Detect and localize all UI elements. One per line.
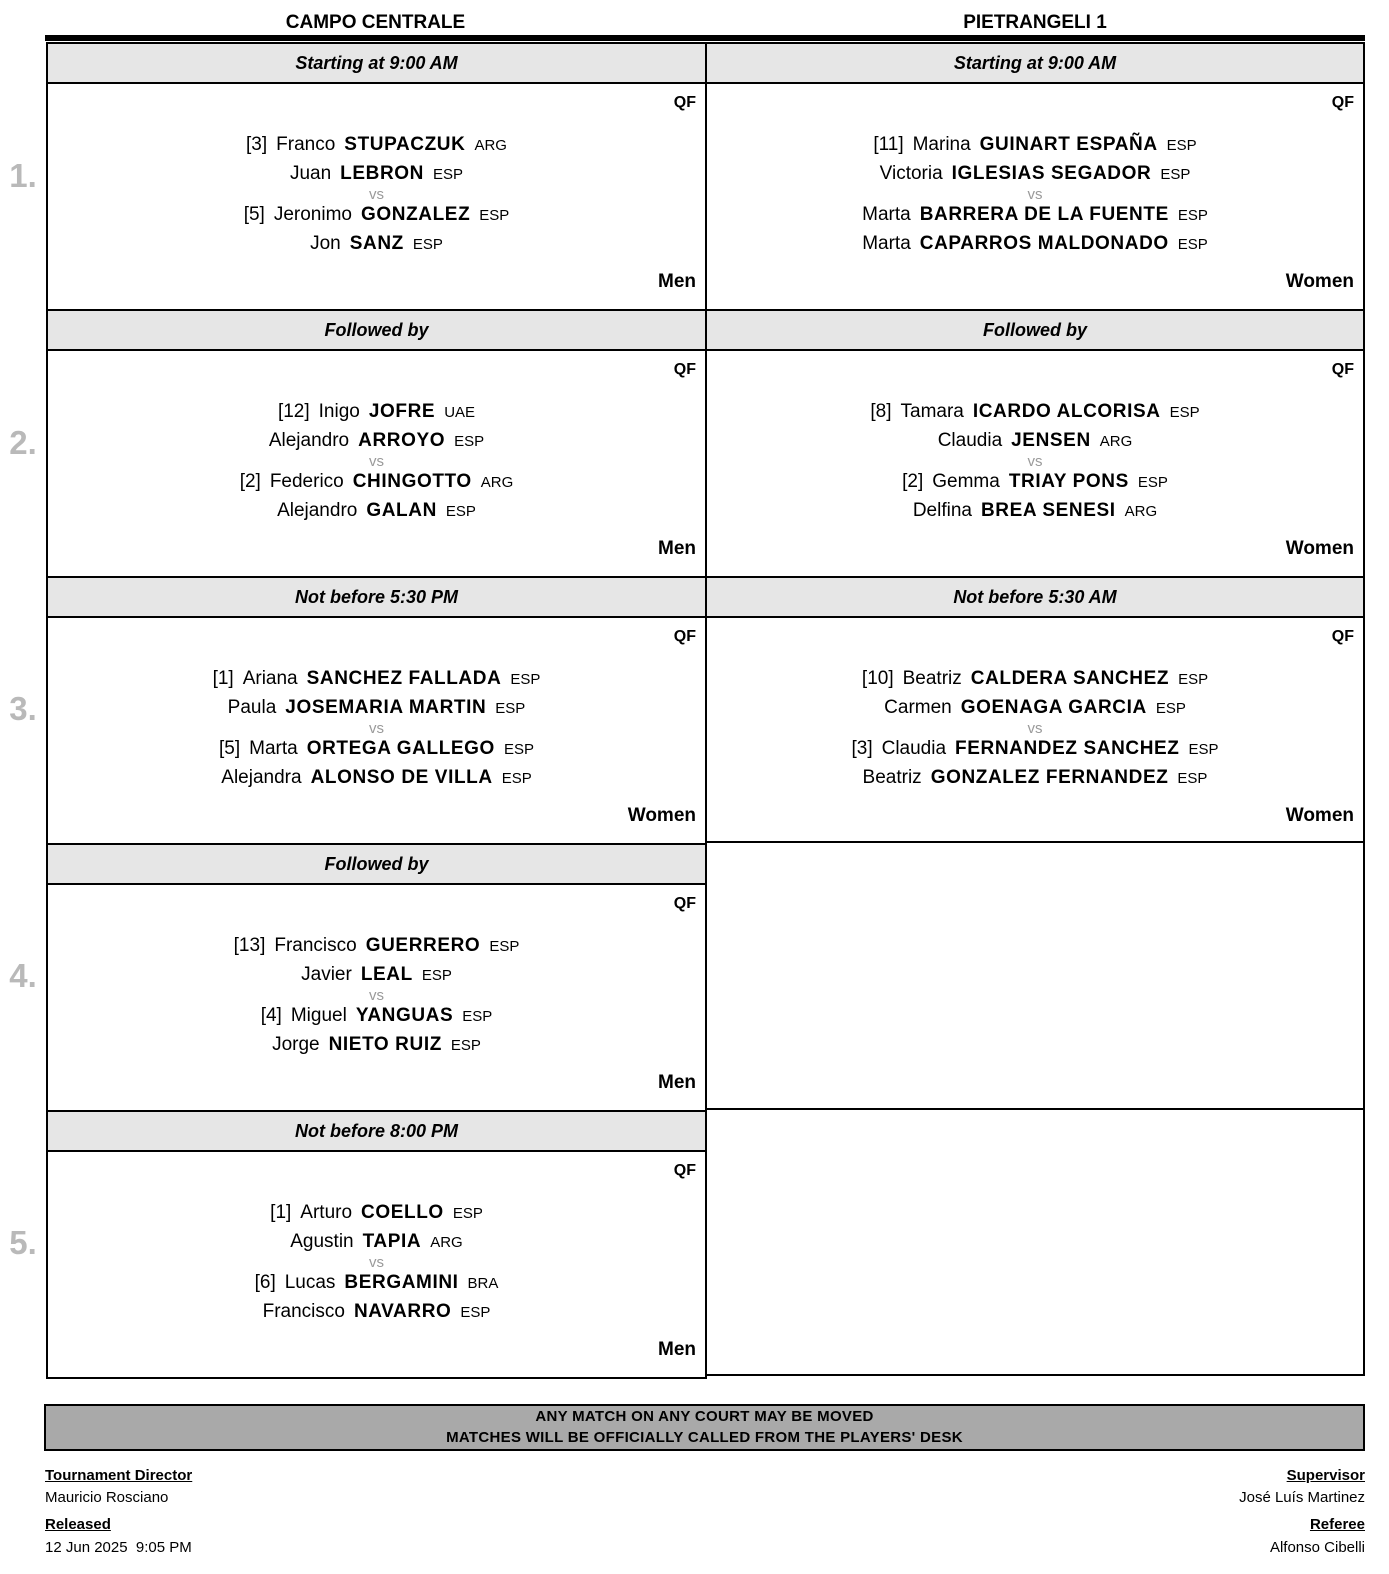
category-label: Men [658, 538, 696, 559]
player-first-name: Victoria [879, 162, 943, 184]
player-last-name: GUINART ESPAÑA [979, 134, 1158, 155]
player-line [48, 1002, 705, 1031]
player-nationality: ESP [450, 1036, 481, 1054]
player-first-name: Agustin [290, 1230, 354, 1252]
vs-label: vs [369, 1254, 384, 1271]
player-nationality: ESP [495, 699, 526, 717]
player-seed: [1] [270, 1202, 292, 1223]
player-nationality: ESP [460, 1303, 491, 1321]
slot-number-5: 5. [9, 1224, 37, 1261]
player-nationality: ESP [1177, 235, 1208, 253]
player-line [707, 230, 1363, 259]
match-block-campo-centrale-3 [46, 576, 707, 845]
player-last-name: NIETO RUIZ [328, 1033, 442, 1055]
player-line [707, 201, 1363, 230]
player-first-name: Tamara [900, 401, 964, 422]
player-last-name: GOENAGA GARCIA [960, 696, 1147, 718]
player-first-name: Claudia [937, 429, 1003, 451]
player-line [707, 398, 1363, 427]
players [48, 665, 705, 792]
player-last-name: STUPACZUK [344, 134, 466, 155]
match-body [48, 351, 705, 576]
player-last-name: COELLO [361, 1202, 444, 1223]
player-line [48, 694, 705, 723]
player-line [48, 665, 705, 694]
player-last-name: ORTEGA GALLEGO [306, 738, 495, 759]
player-nationality: ARG [480, 474, 514, 491]
vs-label: vs [369, 186, 384, 203]
player-last-name: BREA SENESI [980, 499, 1116, 521]
player-seed: [4] [260, 1005, 282, 1026]
notice-banner [44, 1404, 1365, 1451]
round-label: QF [1331, 361, 1354, 378]
player-last-name: SANZ [349, 232, 404, 254]
player-last-name: TAPIA [362, 1230, 422, 1252]
round-label: QF [1331, 628, 1354, 645]
match-block-campo-centrale-5 [46, 1110, 707, 1379]
player-first-name: Juan [289, 162, 332, 184]
match-body [707, 84, 1363, 309]
player-seed: [2] [902, 471, 924, 492]
player-line [48, 497, 705, 526]
match-block-campo-centrale-2 [46, 309, 707, 578]
empty-slot-5-pietrangeli [705, 1108, 1365, 1376]
player-nationality: ARG [430, 1233, 463, 1251]
player-line [707, 427, 1363, 456]
slot-number-2: 2. [9, 424, 37, 461]
player-last-name: TRIAY PONS [1008, 471, 1129, 492]
player-line [707, 131, 1363, 160]
referee-label: Referee [1309, 1516, 1365, 1533]
player-last-name: BARRERA DE LA FUENTE [919, 204, 1169, 225]
player-line [48, 160, 705, 189]
round-label: QF [673, 94, 696, 111]
player-last-name: JOSEMARIA MARTIN [285, 696, 487, 718]
header-divider [45, 35, 1365, 41]
player-line [48, 1298, 705, 1327]
player-nationality: BRA [467, 1275, 499, 1292]
player-nationality: UAE [444, 404, 476, 421]
player-first-name: Alejandro [277, 499, 358, 521]
players [48, 131, 705, 258]
player-line [48, 131, 705, 160]
player-seed: [5] [243, 204, 265, 225]
player-line [707, 160, 1363, 189]
released-label: Released [45, 1516, 111, 1533]
match-block-campo-centrale-1 [46, 42, 707, 311]
player-first-name: Beatriz [862, 766, 922, 788]
player-nationality: ESP [1188, 741, 1219, 758]
empty-slot-4-pietrangeli [705, 841, 1365, 1110]
match-body [707, 351, 1363, 576]
vs-label: vs [369, 453, 384, 470]
player-last-name: GUERRERO [365, 935, 481, 956]
vs-label: vs [1027, 720, 1043, 737]
player-first-name: Gemma [932, 471, 1000, 492]
player-nationality: ESP [1177, 207, 1208, 224]
player-seed: [12] [277, 401, 310, 422]
match-block-campo-centrale-4 [46, 843, 707, 1112]
released-datetime: 12 Jun 2025 9:05 PM [45, 1539, 192, 1556]
player-line [48, 201, 705, 230]
player-last-name: CAPARROS MALDONADO [919, 232, 1169, 254]
time-header: Followed by [48, 845, 705, 885]
time-header: Not before 5:30 AM [707, 578, 1363, 618]
player-first-name: Lucas [284, 1272, 336, 1293]
round-label: QF [673, 628, 696, 645]
slot-number-1: 1. [9, 157, 37, 194]
player-nationality: ESP [433, 165, 464, 183]
player-first-name: Beatriz [902, 668, 962, 689]
players [48, 932, 705, 1059]
player-last-name: ICARDO ALCORISA [972, 401, 1161, 422]
player-last-name: JOFRE [368, 401, 436, 422]
players [48, 398, 705, 525]
tournament-director-name: Mauricio Rosciano [45, 1489, 169, 1506]
player-nationality: ESP [1169, 404, 1200, 421]
player-last-name: ARROYO [358, 429, 446, 451]
player-first-name: Marina [912, 134, 971, 155]
player-nationality: ESP [462, 1008, 493, 1025]
player-line [707, 665, 1363, 694]
player-last-name: NAVARRO [353, 1300, 452, 1322]
player-nationality: ESP [452, 1205, 483, 1222]
players [707, 398, 1363, 525]
player-line [48, 961, 705, 990]
slot-number-3: 3. [9, 690, 37, 727]
player-line [48, 1269, 705, 1298]
player-nationality: ESP [1155, 699, 1186, 717]
player-line [48, 468, 705, 497]
player-seed: [5] [219, 738, 241, 759]
tournament-director-label: Tournament Director [45, 1467, 193, 1484]
player-seed: [1] [212, 668, 234, 689]
player-first-name: Ariana [242, 668, 298, 689]
players [707, 665, 1363, 792]
player-last-name: GONZALEZ FERNANDEZ [930, 766, 1169, 788]
player-line [48, 1031, 705, 1060]
match-block-pietrangeli-1 [705, 42, 1365, 311]
court-title-campo-centrale: CAMPO CENTRALE [285, 12, 466, 33]
player-line [48, 932, 705, 961]
player-nationality: ESP [421, 966, 452, 984]
player-first-name: Javier [301, 963, 352, 985]
player-first-name: Alejandra [221, 766, 302, 788]
player-last-name: LEAL [360, 963, 413, 985]
match-body [48, 618, 705, 843]
player-last-name: BERGAMINI [344, 1272, 459, 1293]
player-nationality: ESP [501, 769, 532, 787]
player-last-name: CHINGOTTO [352, 471, 472, 492]
player-first-name: Jorge [272, 1033, 320, 1055]
player-line [48, 1199, 705, 1228]
player-first-name: Jeronimo [273, 204, 352, 225]
player-nationality: ESP [1177, 769, 1208, 787]
player-line [48, 764, 705, 793]
players [48, 1199, 705, 1326]
player-line [707, 694, 1363, 723]
time-header: Not before 5:30 PM [48, 578, 705, 618]
player-seed: [2] [239, 471, 261, 492]
time-header: Starting at 9:00 AM [707, 44, 1363, 84]
round-label: QF [673, 1162, 696, 1179]
player-last-name: SANCHEZ FALLADA [306, 668, 502, 689]
player-first-name: Alejandro [268, 429, 350, 451]
vs-label: vs [369, 987, 384, 1004]
player-line [707, 735, 1363, 764]
category-label: Men [658, 271, 696, 292]
notice-line-1: ANY MATCH ON ANY COURT MAY BE MOVED [535, 1408, 874, 1425]
player-line [707, 764, 1363, 793]
player-seed: [3] [851, 738, 873, 759]
player-first-name: Arturo [300, 1202, 353, 1223]
notice-line-2: MATCHES WILL BE OFFICIALLY CALLED FROM THE PLAYERS' DESK [446, 1429, 963, 1446]
supervisor-label: Supervisor [1286, 1467, 1365, 1484]
player-nationality: ARG [1099, 432, 1133, 450]
player-first-name: Claudia [881, 738, 947, 759]
player-last-name: IGLESIAS SEGADOR [951, 162, 1152, 184]
match-block-pietrangeli-3 [705, 576, 1365, 845]
player-last-name: CALDERA SANCHEZ [970, 668, 1170, 689]
player-first-name: Federico [269, 471, 344, 492]
time-header: Followed by [48, 311, 705, 351]
vs-label: vs [1027, 453, 1043, 470]
match-body [48, 885, 705, 1110]
supervisor-name: José Luís Martinez [1239, 1489, 1365, 1506]
match-body [707, 618, 1363, 843]
player-line [707, 468, 1363, 497]
category-label: Men [658, 1072, 696, 1093]
player-first-name: Francisco [274, 935, 357, 956]
player-first-name: Francisco [262, 1300, 345, 1322]
player-nationality: ESP [510, 671, 541, 688]
player-last-name: YANGUAS [355, 1005, 454, 1026]
player-last-name: GONZALEZ [360, 204, 471, 225]
category-label: Women [1285, 271, 1354, 292]
category-label: Women [1285, 805, 1354, 826]
player-first-name: Paula [227, 696, 277, 718]
player-first-name: Marta [862, 232, 911, 254]
round-label: QF [1331, 94, 1354, 111]
player-last-name: ALONSO DE VILLA [310, 766, 493, 788]
player-nationality: ESP [412, 235, 443, 253]
player-nationality: ESP [479, 207, 510, 224]
time-header: Starting at 9:00 AM [48, 44, 705, 84]
court-title-pietrangeli-1: PIETRANGELI 1 [963, 12, 1107, 33]
player-nationality: ESP [454, 432, 485, 450]
player-line [48, 230, 705, 259]
player-first-name: Jon [310, 232, 341, 254]
player-seed: [10] [861, 668, 894, 689]
time-header: Not before 8:00 PM [48, 1112, 705, 1152]
player-line [707, 497, 1363, 526]
player-line [48, 427, 705, 456]
player-seed: [3] [246, 134, 268, 155]
match-body [48, 1152, 705, 1377]
player-seed: [11] [873, 134, 904, 155]
player-first-name: Franco [276, 134, 336, 155]
category-label: Men [658, 1339, 696, 1360]
player-seed: [13] [233, 935, 266, 956]
category-label: Women [1285, 538, 1354, 559]
players [707, 131, 1363, 258]
match-block-pietrangeli-2 [705, 309, 1365, 578]
player-first-name: Carmen [884, 696, 952, 718]
player-seed: [6] [254, 1272, 276, 1293]
time-header: Followed by [707, 311, 1363, 351]
referee-name: Alfonso Cibelli [1269, 1539, 1365, 1556]
player-first-name: Marta [249, 738, 298, 759]
player-line [48, 398, 705, 427]
player-nationality: ESP [503, 741, 534, 758]
round-label: QF [673, 895, 696, 912]
player-first-name: Marta [862, 204, 911, 225]
vs-label: vs [1027, 186, 1043, 203]
player-nationality: ESP [1137, 474, 1168, 491]
player-line [48, 1228, 705, 1257]
player-last-name: GALAN [366, 499, 437, 521]
player-line [48, 735, 705, 764]
match-body [48, 84, 705, 309]
player-nationality: ESP [1166, 137, 1197, 154]
category-label: Women [627, 805, 696, 826]
player-nationality: ARG [474, 137, 507, 154]
player-nationality: ESP [1178, 671, 1209, 688]
player-last-name: LEBRON [340, 162, 424, 184]
player-nationality: ESP [445, 502, 476, 520]
round-label: QF [673, 361, 696, 378]
vs-label: vs [369, 720, 384, 737]
player-first-name: Delfina [912, 499, 972, 521]
player-first-name: Inigo [318, 401, 360, 422]
player-nationality: ESP [1160, 165, 1191, 183]
player-nationality: ESP [489, 938, 520, 955]
player-last-name: FERNANDEZ SANCHEZ [955, 738, 1180, 759]
player-nationality: ARG [1124, 502, 1158, 520]
player-last-name: JENSEN [1011, 429, 1091, 451]
player-seed: [8] [870, 401, 892, 422]
player-first-name: Miguel [290, 1005, 347, 1026]
slot-number-4: 4. [9, 957, 37, 994]
